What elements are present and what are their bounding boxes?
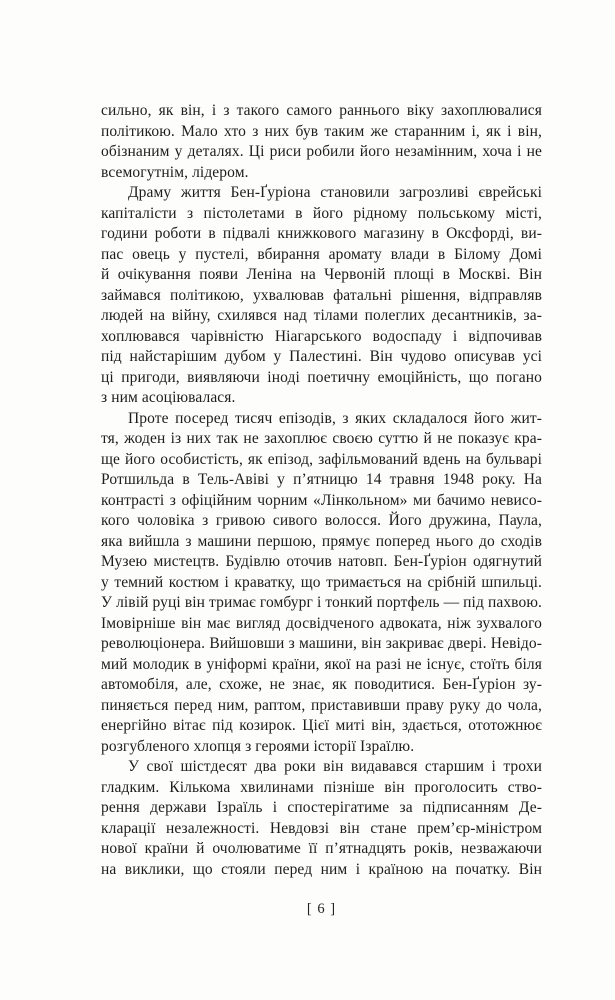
text-line: гладким. Кількома хвилинами пізніше він проголосить ство- — [101, 778, 542, 796]
text-line: з ним асоціювалася. — [101, 389, 236, 406]
text-line: Ротшильда в Тель-Авіві у п’ятницю 14 травня 1948 року. На — [101, 471, 542, 488]
text-line: кларації незалежності. Невдовзі він стане прем’єр-міністром — [101, 819, 542, 837]
text-line: займався політикою, ухвалював фатальні рішення, відправляв — [101, 286, 542, 304]
text-line: У свої шістдесят два роки він видавався старшим і трохи — [128, 758, 542, 775]
text-line: Драму життя Бен-Ґуріона становили загрозливі єврейські — [128, 184, 542, 201]
text-line: на виклики, що стояли перед ним і країною на початку. Він — [101, 860, 542, 878]
paragraph — [101, 183, 542, 409]
text-block — [101, 101, 542, 880]
text-line: Музею мистецтв. Будівлю оточив натовп. Бен-Ґуріон одягнутий — [101, 553, 542, 570]
text-line: розгубленого хлопця з героями історії Ізраїлю. — [101, 737, 415, 755]
text-line: ще його особистість, як епізод, зафільмований вдень на бульварі — [101, 450, 542, 468]
text-line: Проте посеред тисяч епізодів, з яких складалося його жит- — [128, 409, 542, 427]
text-line: кого чоловіка з гривою сивого волосся. Його дружина, Паула, — [101, 512, 542, 529]
text-line: сильно, як він, і з такого самого раннього віку захоплювалися — [101, 102, 542, 119]
text-line: Імовірніше він має вигляд досвідченого адвоката, ніж зухвалого — [101, 614, 542, 632]
text-line: політикою. Мало хто з них був таким же старанним і, як і він, — [101, 122, 542, 140]
text-line: у темний костюм і краватку, що тримається на срібній шпильці. — [101, 573, 542, 591]
text-line: пас овець у пустелі, вбирання аромату влади в Білому Домі — [101, 245, 542, 263]
text-line: хоплювався чарівністю Ніагарського водоспаду і відпочивав — [101, 327, 542, 345]
text-line: тя, жоден із них так не захоплює своєю суттю й не показує кра- — [101, 430, 542, 447]
text-line: революціонера. Вийшовши з машини, він закриває двері. Невідо- — [101, 635, 542, 652]
text-line: обізнаним у деталях. Ці риси робили його незамінним, хоча і не — [101, 143, 542, 160]
text-line: рення держави Ізраїль і спостерігатиме за підписанням Де- — [101, 799, 542, 816]
text-line: енергійно вітає під козирок. Цієї миті він, здається, ототожнює — [101, 717, 542, 734]
page-number: [ 6 ] — [306, 901, 337, 917]
text-line: години роботи в підвалі книжкового магазину в Оксфорді, ви- — [101, 225, 542, 242]
text-line: яка вийшла з машини першою, прямує поперед нього до сходів — [101, 532, 542, 550]
text-line: людей на війну, схилявся над тілами полеглих десантників, за- — [101, 307, 542, 324]
text-line: контрасті з офіційним чорним «Лінкольном» ми бачимо невисо- — [101, 491, 542, 509]
text-line: пиняється перед ним, раптом, приставивши праву руку до чола, — [101, 696, 542, 714]
text-line: під найстарішим дубом у Палестині. Він чудово описував усі — [101, 348, 542, 365]
page-footer — [101, 901, 542, 918]
text-line: автомобіля, але, схоже, не знає, як поводитися. Бен-Ґуріон зу- — [101, 676, 542, 693]
text-line: мий молодик в уніформі країни, якої на разі не існує, стоїть біля — [101, 655, 542, 673]
text-line: У лівій руці він тримає гомбург і тонкий портфель — під пахвою. — [101, 594, 542, 611]
paragraph — [101, 101, 542, 183]
text-line: всемогутнім, лідером. — [101, 163, 249, 181]
paragraph — [101, 409, 542, 758]
text-line: й очікування появи Леніна на Червоній площі в Москві. Він — [101, 266, 542, 283]
paragraph — [101, 757, 542, 880]
text-line: нової країни й очолюватиме її п’ятнадцять років, незважаючи — [101, 840, 542, 857]
text-line: капіталісти з пістолетами в його рідному польському місті, — [101, 204, 542, 222]
text-line: ці пригоди, виявляючи іноді поетичну емоційність, що погано — [101, 368, 542, 386]
